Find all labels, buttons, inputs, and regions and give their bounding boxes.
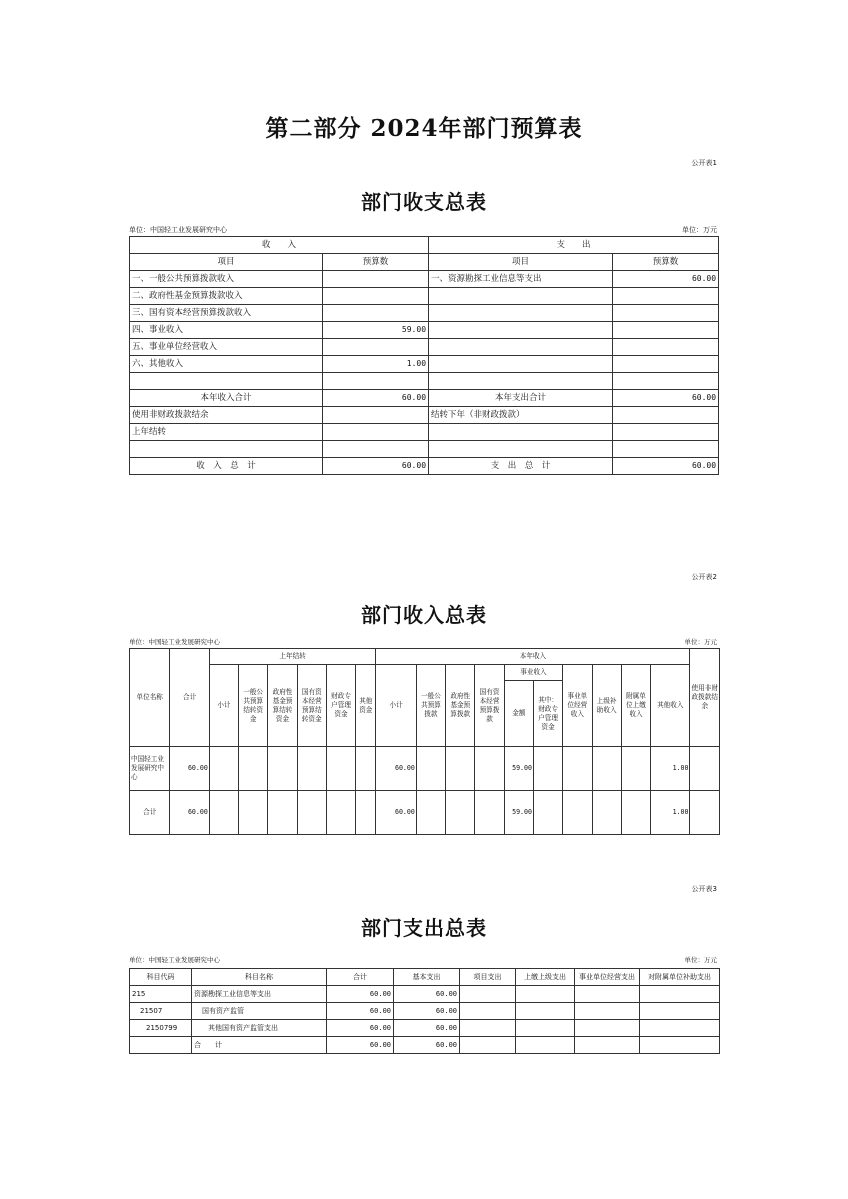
- year-income-value: 60.00: [323, 390, 429, 407]
- header-affil-sub: 对附属单位补助支出: [640, 969, 720, 986]
- total-basic: 60.00: [394, 1037, 460, 1054]
- expense-item: [429, 356, 613, 373]
- total-expense-label: 支 出 总 计: [429, 458, 613, 475]
- header-amount: 金额: [504, 681, 533, 747]
- expense-item: [429, 373, 613, 390]
- table-row: [130, 1003, 720, 1020]
- table2-unit-right: 单位：万元: [684, 638, 717, 646]
- row-other-income: 1.00: [651, 791, 690, 835]
- header-total: 合计: [170, 649, 209, 747]
- table-row: [130, 373, 719, 390]
- table1-unit-right: 单位：万元: [682, 226, 717, 234]
- table1-tag: 公开表1: [691, 159, 717, 167]
- expense-value: [613, 373, 719, 390]
- year-expense-value: 60.00: [613, 390, 719, 407]
- header-prev-other: 其他资金: [356, 665, 376, 747]
- table-row: [130, 986, 720, 1003]
- header-biz-oper: 事业单位经营支出: [575, 969, 640, 986]
- row-code: 215: [130, 986, 192, 1003]
- row-total: 60.00: [327, 986, 394, 1003]
- header-unit-name: 单位名称: [130, 649, 170, 747]
- expense-value: [613, 356, 719, 373]
- table2-unit-left: 单位：中国轻工业发展研究中心: [129, 638, 220, 646]
- expense-value: 60.00: [613, 271, 719, 288]
- header-biz-income: 事业收入: [504, 665, 563, 681]
- row-basic: 60.00: [394, 1003, 460, 1020]
- table3-title: 部门支出总表: [361, 916, 487, 940]
- header-this-year: 本年收入: [376, 649, 690, 665]
- header-of-which: 其中：财政专户管理资金: [533, 681, 562, 747]
- header-name: 科目名称: [192, 969, 327, 986]
- header-code: 科目代码: [130, 969, 192, 986]
- expense-item: [429, 305, 613, 322]
- row-unit-name: 中国轻工业发展研究中心: [130, 747, 170, 791]
- header-cur-soe: 国有资本经营预算拨款: [475, 665, 504, 747]
- header-affiliated: 附属单位上缴收入: [621, 665, 650, 747]
- row-code: 21507: [130, 1003, 192, 1020]
- header-biz-oper: 事业单位经营收入: [563, 665, 592, 747]
- table-row: [130, 424, 719, 441]
- expense-item: 一、资源勘探工业信息等支出: [429, 271, 613, 288]
- col-item: 项目: [429, 254, 613, 271]
- carry-next-label: 结转下年（非财政拨款）: [429, 407, 613, 424]
- header-use-nonfiscal: 使用非财政拨款结余: [690, 649, 720, 747]
- table1-unit-left: 单位：中国轻工业发展研究中心: [129, 226, 227, 234]
- income-header: 收 入: [130, 237, 429, 254]
- table-row: [130, 322, 719, 339]
- header-basic: 基本支出: [394, 969, 460, 986]
- total-income-value: 60.00: [323, 458, 429, 475]
- header-cur-subtotal: 小计: [376, 665, 416, 747]
- income-value: 1.00: [323, 356, 429, 373]
- header-other-income: 其他收入: [651, 665, 690, 747]
- total-expense-value: 60.00: [613, 458, 719, 475]
- table-row: [130, 288, 719, 305]
- table-row: [130, 271, 719, 288]
- row-name: 国有资产监管: [192, 1003, 327, 1020]
- header-project: 项目支出: [460, 969, 516, 986]
- expense-item: [429, 322, 613, 339]
- row-cur-subtotal: 60.00: [376, 791, 416, 835]
- expense-value: [613, 322, 719, 339]
- table-row: [130, 356, 719, 373]
- table2-title: 部门收入总表: [361, 603, 487, 627]
- header-total: 合计: [327, 969, 394, 986]
- income-value: [323, 339, 429, 356]
- row-unit-name: 合计: [130, 791, 170, 835]
- table2-tag: 公开表2: [691, 573, 717, 581]
- income-value: [323, 288, 429, 305]
- header-prev-general: 一般公共预算结转资金: [239, 665, 268, 747]
- total-income-label: 收 入 总 计: [130, 458, 323, 475]
- nonfiscal-use-label: 使用非财政拨款结余: [130, 407, 323, 424]
- income-value: [323, 271, 429, 288]
- total-total: 60.00: [327, 1037, 394, 1054]
- row-other-income: 1.00: [651, 747, 690, 791]
- prev-carry-label: 上年结转: [130, 424, 323, 441]
- table-row: [130, 407, 719, 424]
- header-prev-fiscal: 财政专户管理资金: [326, 665, 355, 747]
- year-expense-label: 本年支出合计: [429, 390, 613, 407]
- page-title: 第二部分 2024年部门预算表: [265, 115, 583, 142]
- table-row: [130, 791, 720, 835]
- header-prev-subtotal: 小计: [209, 665, 238, 747]
- col-budget: 预算数: [323, 254, 429, 271]
- row-total: 60.00: [170, 791, 209, 835]
- table-row: [130, 441, 719, 458]
- header-upper-sub: 上级补助收入: [592, 665, 621, 747]
- row-amount: 59.00: [504, 747, 533, 791]
- table-row: [130, 1037, 720, 1054]
- row-name: 其他国有资产监管支出: [192, 1020, 327, 1037]
- table-row: [130, 1020, 720, 1037]
- total-label: 合 计: [192, 1037, 327, 1054]
- table3-unit-left: 单位：中国轻工业发展研究中心: [129, 956, 220, 964]
- row-total: 60.00: [327, 1020, 394, 1037]
- table-row: [130, 747, 720, 791]
- row-total: 60.00: [327, 1003, 394, 1020]
- header-prev-gov-fund: 政府性基金预算结转资金: [268, 665, 297, 747]
- row-total: 60.00: [170, 747, 209, 791]
- table3-unit-right: 单位：万元: [684, 956, 717, 964]
- table1: [129, 236, 719, 475]
- table2: [129, 648, 720, 835]
- table1-title: 部门收支总表: [361, 190, 487, 214]
- row-basic: 60.00: [394, 986, 460, 1003]
- table-row: [130, 339, 719, 356]
- table3: [129, 968, 720, 1054]
- row-amount: 59.00: [504, 791, 533, 835]
- income-value: [323, 305, 429, 322]
- income-item: [130, 373, 323, 390]
- income-value: 59.00: [323, 322, 429, 339]
- table3-tag: 公开表3: [691, 885, 717, 893]
- expense-item: [429, 339, 613, 356]
- table-row: [130, 390, 719, 407]
- table-row: [130, 458, 719, 475]
- expense-item: [429, 288, 613, 305]
- expense-header: 支 出: [429, 237, 719, 254]
- income-item: 五、事业单位经营收入: [130, 339, 323, 356]
- expense-value: [613, 305, 719, 322]
- income-item: 二、政府性基金预算拨款收入: [130, 288, 323, 305]
- income-item: 三、国有资本经营预算拨款收入: [130, 305, 323, 322]
- income-item: 六、其他收入: [130, 356, 323, 373]
- header-prev-soe: 国有资本经营预算结转资金: [297, 665, 326, 747]
- income-value: [323, 373, 429, 390]
- year-income-label: 本年收入合计: [130, 390, 323, 407]
- table-row: [130, 305, 719, 322]
- income-item: 四、事业收入: [130, 322, 323, 339]
- header-upper-pay: 上缴上级支出: [516, 969, 575, 986]
- row-basic: 60.00: [394, 1020, 460, 1037]
- expense-value: [613, 288, 719, 305]
- col-item: 项目: [130, 254, 323, 271]
- row-cur-subtotal: 60.00: [376, 747, 416, 791]
- header-cur-general: 一般公共预算拨款: [416, 665, 445, 747]
- row-name: 资源勘探工业信息等支出: [192, 986, 327, 1003]
- col-budget: 预算数: [613, 254, 719, 271]
- header-prev-carry: 上年结转: [209, 649, 376, 665]
- income-item: 一、一般公共预算拨款收入: [130, 271, 323, 288]
- header-cur-gov-fund: 政府性基金预算拨款: [446, 665, 475, 747]
- expense-value: [613, 339, 719, 356]
- row-code: 2150799: [130, 1020, 192, 1037]
